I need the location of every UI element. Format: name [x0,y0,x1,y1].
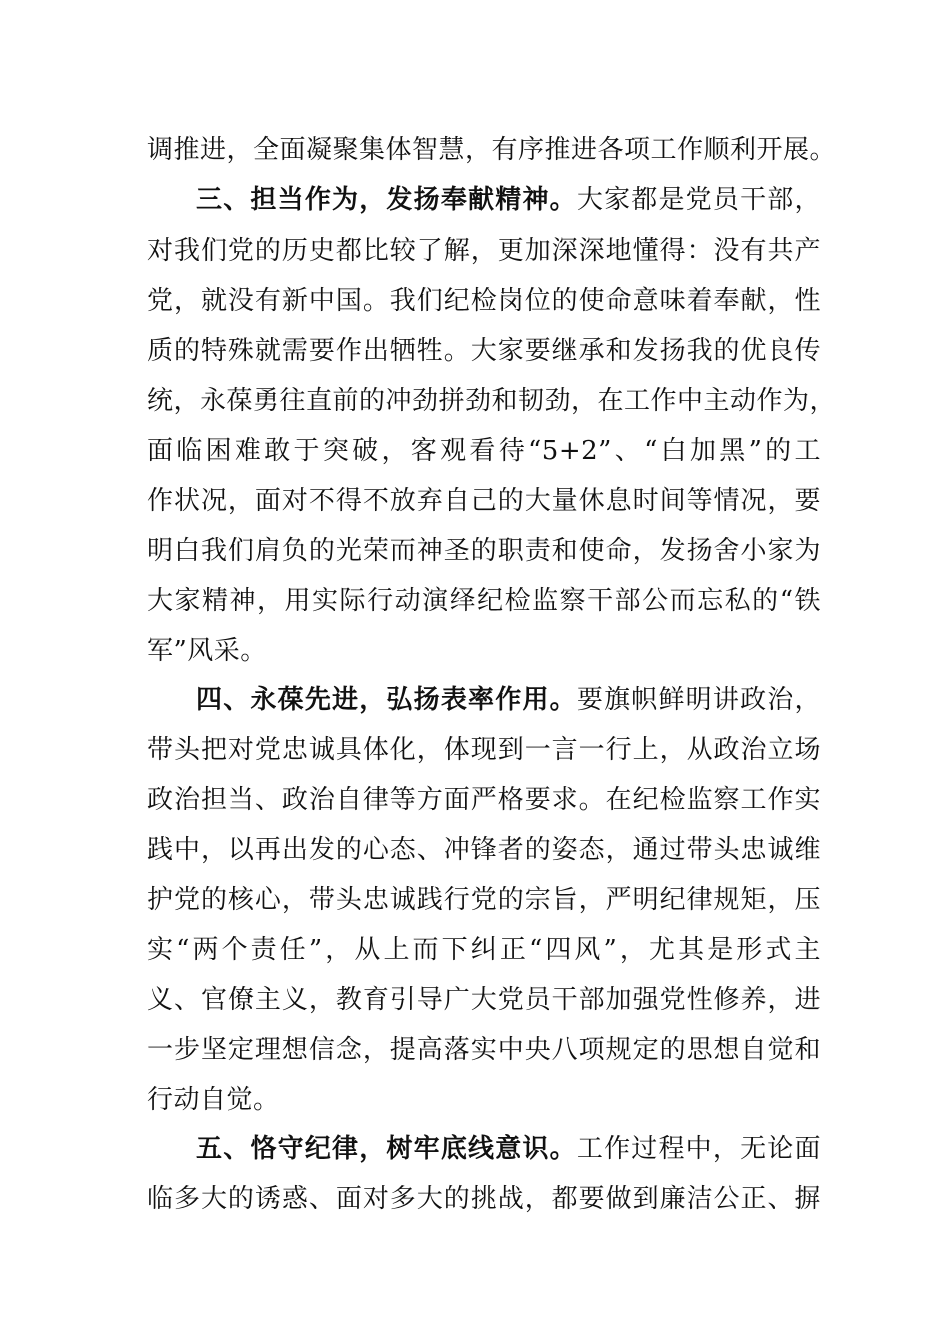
section-heading-line: 五、恪守纪律，树牢底线意识。工作过程中，无论面 [196,1134,821,1164]
body-text-line: 行动自觉。 [147,1085,280,1115]
body-text-line: 军”风采。 [147,636,267,666]
body-text-line: 党，就没有新中国。我们纪检岗位的使命意味着奉献，性 [147,286,821,316]
section-heading: 三、担当作为，发扬奉献精神。 [196,185,577,215]
body-text-line: 对我们党的历史都比较了解，更加深深地懂得：没有共产 [147,236,821,266]
body-text-line: 质的特殊就需要作出牺牲。大家要继承和发扬我的优良传 [147,336,821,366]
body-text-line: 作状况，面对不得不放弃自己的大量休息时间等情况，要 [147,486,821,516]
section-heading: 四、永葆先进，弘扬表率作用。 [196,685,577,715]
section-heading: 五、恪守纪律，树牢底线意识。 [196,1134,577,1164]
body-text-line: 面临困难敢于突破，客观看待“5+2”、“白加黑”的工 [147,436,821,466]
body-text-line: 明白我们肩负的光荣而神圣的职责和使命，发扬舍小家为 [147,536,821,566]
body-text-line: 大家精神，用实际行动演绎纪检监察干部公而忘私的“铁 [147,586,821,616]
body-text-line: 护党的核心，带头忠诚践行党的宗旨，严明纪律规矩，压 [147,885,821,915]
body-text-line: 调推进，全面凝聚集体智慧，有序推进各项工作顺利开展。 [147,135,837,165]
body-text-line: 一步坚定理想信念，提高落实中央八项规定的思想自觉和 [147,1035,821,1065]
body-text-line: 义、官僚主义，教育引导广大党员干部加强党性修养，进 [147,985,821,1015]
body-text-line: 践中，以再出发的心态、冲锋者的姿态，通过带头忠诚维 [147,835,821,865]
body-text-line: 实“两个责任”，从上而下纠正“四风”，尤其是形式主 [147,935,821,965]
body-text-line: 政治担当、政治自律等方面严格要求。在纪检监察工作实 [147,785,821,815]
body-text-line: 临多大的诱惑、面对多大的挑战，都要做到廉洁公正、摒 [147,1184,821,1214]
body-text-line: 统，永葆勇往直前的冲劲拼劲和韧劲，在工作中主动作为， [147,386,837,416]
section-heading-line: 三、担当作为，发扬奉献精神。大家都是党员干部， [196,185,821,215]
body-text-line: 带头把对党忠诚具体化，体现到一言一行上，从政治立场 [147,735,821,765]
section-heading-line: 四、永葆先进，弘扬表率作用。要旗帜鲜明讲政治， [196,685,821,715]
